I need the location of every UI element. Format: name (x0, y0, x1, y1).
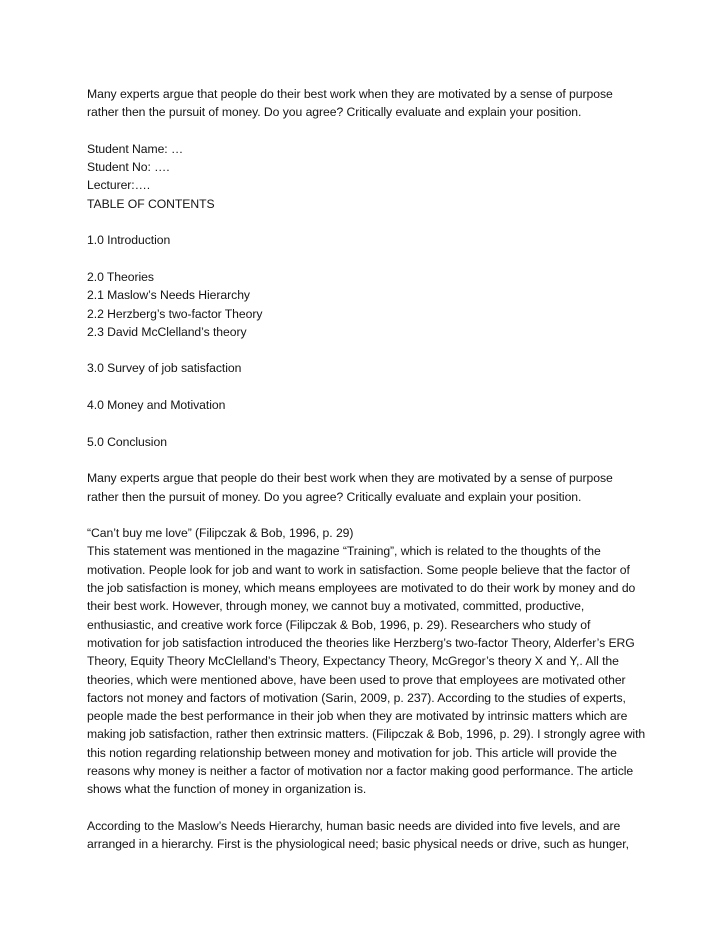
quote-line: “Can’t buy me love” (Filipczak & Bob, 1996, p. 29) (87, 526, 354, 541)
introduction-paragraph (87, 524, 647, 798)
toc-entry-survey: 3.0 Survey of job satisfaction (87, 361, 242, 376)
text-line: motivation. People look for job and want to work in satisfaction. Some people believe that the factor of (87, 562, 630, 577)
toc-entry-money: 4.0 Money and Motivation (87, 398, 226, 413)
text-line: theories, which were mentioned above, have been used to prove that employees are motivated other (87, 672, 626, 687)
text-line: arranged in a hierarchy. First is the physiological need; basic physical needs or drive, such as hunger, (87, 837, 629, 852)
text-line: factors not money and factors of motivation (Sarin, 2009, p. 237). According to the studies of experts, (87, 690, 626, 705)
toc-entry-mcclelland: 2.3 David McClelland’s theory (87, 324, 247, 339)
text-line: Theory, Equity Theory McClelland’s Theory, Expectancy Theory, McGregor’s theory X and Y,. All the (87, 654, 619, 669)
essay-question-repeat (87, 469, 647, 506)
toc-entry-herzberg: 2.2 Herzberg’s two-factor Theory (87, 306, 263, 321)
text-line: shows what the function of money in organization is. (87, 782, 367, 797)
toc-heading: TABLE OF CONTENTS (87, 196, 215, 211)
student-number: Student No: …. (87, 160, 170, 175)
text-line: This statement was mentioned in the magazine “Training”, which is related to the thoughts of the (87, 544, 601, 559)
text-line: motivation for job satisfaction introduced the theories like Herzberg’s two-factor Theory, Alderfer’s ERG (87, 635, 635, 650)
maslow-paragraph (87, 817, 647, 854)
text-line: According to the Maslow’s Needs Hierarchy, human basic needs are divided into five levels, and are (87, 818, 621, 833)
text-line: reasons why money is neither a factor of motivation nor a factor making good performance. The article (87, 763, 634, 778)
document-page (87, 85, 647, 853)
toc-entry-theories: 2.0 Theories (87, 269, 154, 284)
text-line: Many experts argue that people do their best work when they are motivated by a sense of purpose (87, 471, 613, 486)
text-line: the job satisfaction is money, which means employees are motivated to do their work by money and do (87, 581, 636, 596)
toc-entry-introduction: 1.0 Introduction (87, 233, 171, 248)
student-name: Student Name: … (87, 141, 184, 156)
text-line: Many experts argue that people do their best work when they are motivated by a sense of purpose (87, 87, 613, 101)
text-line: enthusiastic, and creative work force (Filipczak & Bob, 1996, p. 29). Researchers who study of (87, 617, 591, 632)
text-line: this notion regarding relationship between money and motivation for job. This article will provide the (87, 745, 617, 760)
student-info (87, 140, 647, 213)
text-line: making job satisfaction, rather then extrinsic matters. (Filipczak & Bob, 1996, p. 29). I strongly agree with (87, 727, 646, 742)
toc-entry-conclusion: 5.0 Conclusion (87, 434, 167, 449)
text-line: people made the best performance in their job when they are motivated by intrinsic matters which are (87, 709, 628, 724)
text-line: their best work. However, through money, we cannot buy a motivated, committed, productive, (87, 599, 585, 614)
text-line: rather then the pursuit of money. Do you agree? Critically evaluate and explain your position. (87, 105, 582, 120)
table-of-contents (87, 231, 647, 451)
essay-question (87, 85, 647, 122)
toc-entry-maslow: 2.1 Maslow’s Needs Hierarchy (87, 288, 250, 303)
text-line: rather then the pursuit of money. Do you agree? Critically evaluate and explain your position. (87, 489, 582, 504)
lecturer: Lecturer:…. (87, 178, 151, 193)
